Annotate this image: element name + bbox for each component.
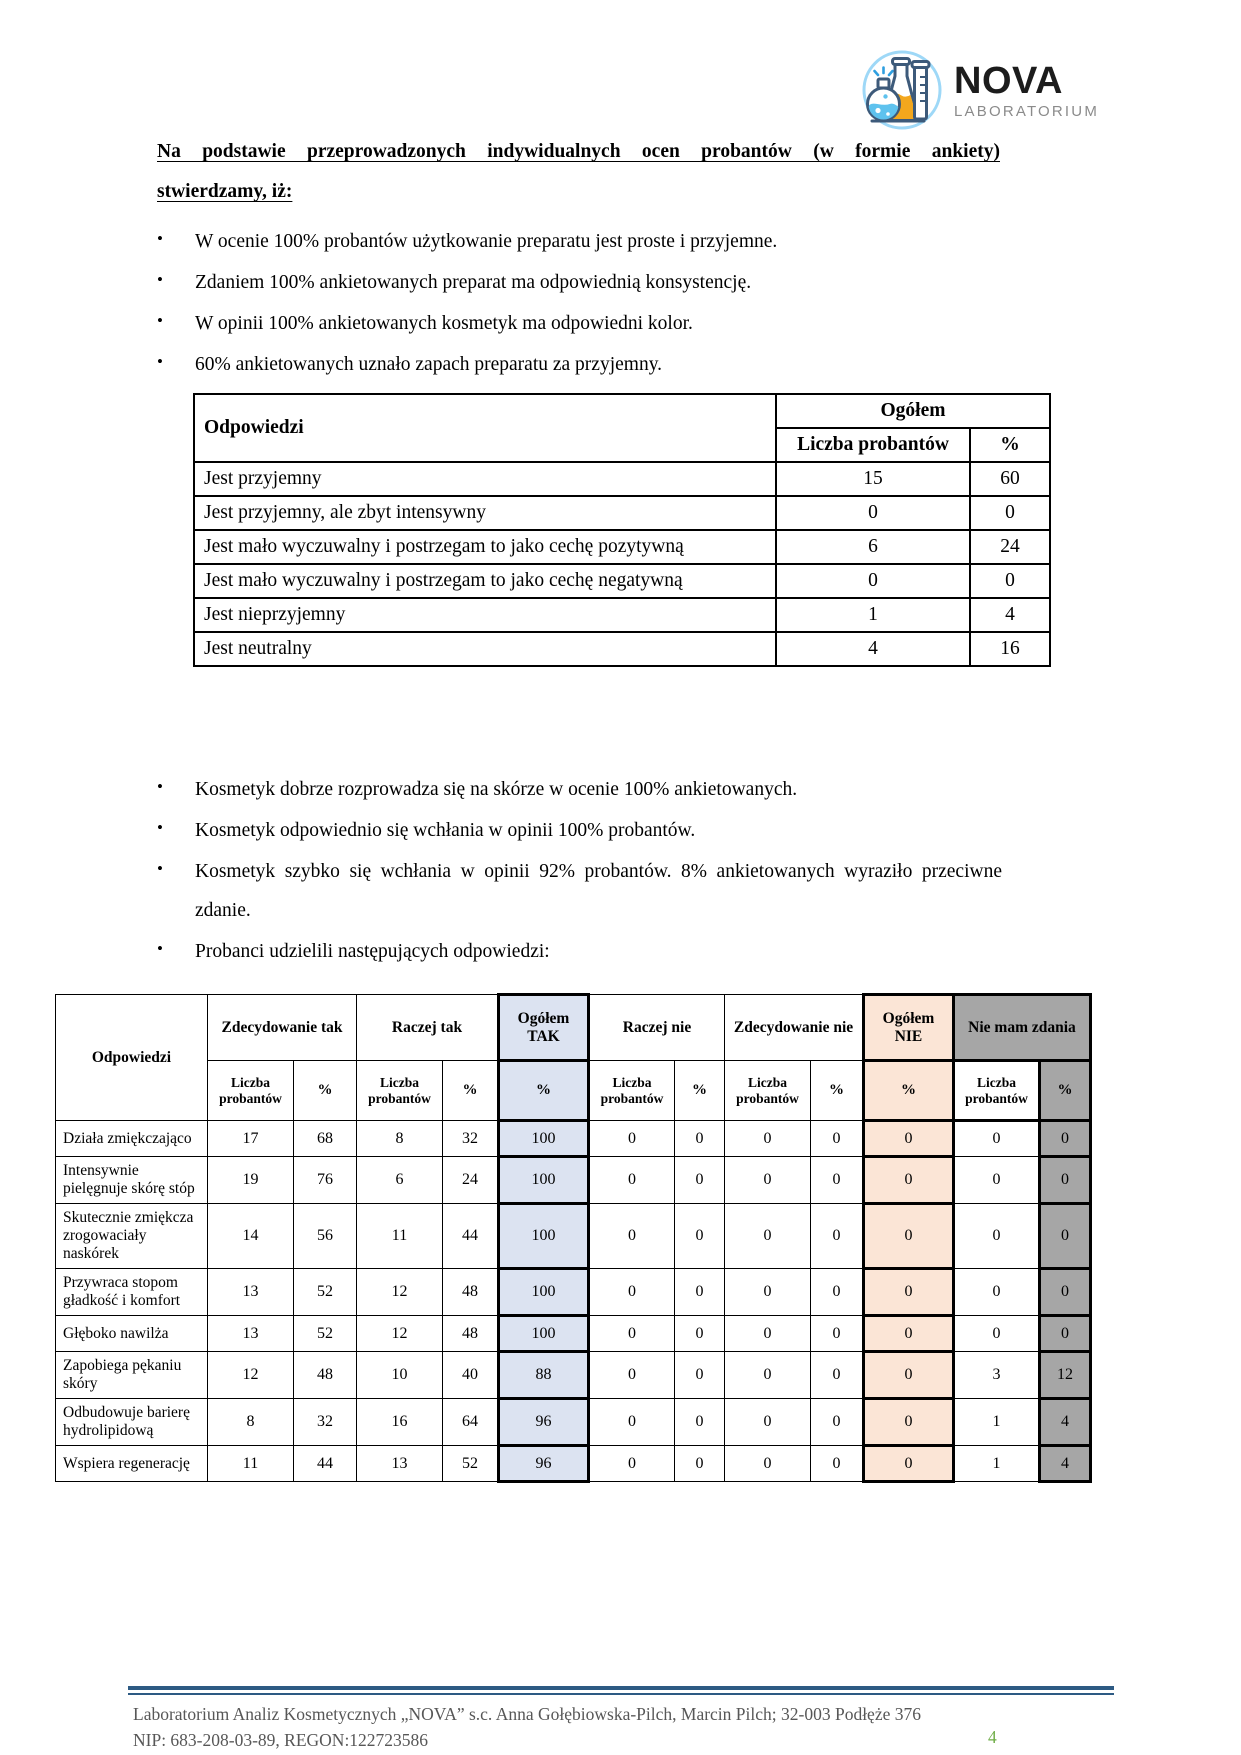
result-value: 0 (725, 1269, 811, 1316)
result-value: 0 (725, 1204, 811, 1269)
answer-value: 0 (970, 496, 1050, 530)
bullet-marker: • (157, 859, 163, 878)
result-value: 56 (294, 1204, 357, 1269)
logo-name: NOVA (954, 59, 1063, 102)
bullet-text: Probanci udzielili następujących odpowiedzi: (195, 941, 550, 962)
result-value: 0 (675, 1399, 725, 1446)
table-row (194, 632, 1050, 666)
result-value: 13 (208, 1269, 294, 1316)
table2-header-answers: Odpowiedzi (56, 995, 208, 1121)
table-row (56, 1121, 1091, 1157)
findings-list-mid (157, 770, 1002, 973)
answer-value: 24 (970, 530, 1050, 564)
result-value: 0 (589, 1399, 675, 1446)
answer-label: Jest mało wyczuwalny i postrzegam to jako cechę negatywną (194, 564, 776, 598)
table-row (56, 1399, 1091, 1446)
result-value: 0 (675, 1121, 725, 1157)
result-value: 0 (811, 1269, 864, 1316)
result-value: 14 (208, 1204, 294, 1269)
result-value: 32 (294, 1399, 357, 1446)
page-number: 4 (988, 1727, 997, 1747)
result-value: 0 (725, 1157, 811, 1204)
bullet-marker: • (157, 311, 163, 330)
result-value: 0 (864, 1157, 954, 1204)
statement-label: Działa zmiękczająco (56, 1121, 208, 1157)
bullet-marker: • (157, 229, 163, 248)
result-value: 0 (864, 1352, 954, 1399)
table1-body (194, 462, 1050, 666)
statement-label: Skutecznie zmiękcza zrogowaciały naskórek (56, 1204, 208, 1269)
result-value: 4 (1040, 1446, 1091, 1482)
result-value: 0 (589, 1204, 675, 1269)
bullet-item (157, 770, 1002, 809)
table2-sub-pct-nmz: % (1040, 1061, 1091, 1121)
statement-label: Głęboko nawilża (56, 1316, 208, 1352)
table-row (194, 598, 1050, 632)
result-value: 0 (675, 1269, 725, 1316)
result-value: 0 (1040, 1316, 1091, 1352)
result-value: 0 (954, 1157, 1040, 1204)
result-value: 13 (357, 1446, 443, 1482)
table2-header-nie-mam-zdania: Nie mam zdania (954, 995, 1091, 1061)
result-value: 0 (954, 1269, 1040, 1316)
answer-value: 16 (970, 632, 1050, 666)
result-value: 0 (954, 1121, 1040, 1157)
bullet-text: Kosmetyk szybko się wchłania w opinii 92% probantów. 8% ankietowanych wyraziło przeciwne zdanie. (195, 861, 1002, 921)
table1-header-answers: Odpowiedzi (194, 394, 776, 462)
result-value: 96 (499, 1399, 589, 1446)
table-row (194, 564, 1050, 598)
bullet-item (157, 345, 1002, 384)
result-value: 40 (443, 1352, 499, 1399)
table-row (194, 462, 1050, 496)
table-row (194, 530, 1050, 564)
bullet-text: W opinii 100% ankietowanych kosmetyk ma odpowiedni kolor. (195, 313, 693, 334)
result-value: 64 (443, 1399, 499, 1446)
result-value: 0 (725, 1352, 811, 1399)
bullet-item (157, 932, 1002, 971)
result-value: 48 (443, 1269, 499, 1316)
result-value: 0 (725, 1121, 811, 1157)
result-value: 0 (589, 1316, 675, 1352)
table2-sub-pct-ogolem-tak: % (499, 1061, 589, 1121)
result-value: 0 (1040, 1204, 1091, 1269)
answer-value: 6 (776, 530, 970, 564)
result-value: 3 (954, 1352, 1040, 1399)
result-value: 0 (675, 1446, 725, 1482)
result-value: 0 (725, 1399, 811, 1446)
result-value: 68 (294, 1121, 357, 1157)
result-value: 0 (864, 1204, 954, 1269)
answer-value: 0 (970, 564, 1050, 598)
bullet-marker: • (157, 939, 163, 958)
result-value: 76 (294, 1157, 357, 1204)
table-row (194, 496, 1050, 530)
result-value: 32 (443, 1121, 499, 1157)
table2-sub-count: Liczba probantów (208, 1061, 294, 1121)
answer-value: 0 (776, 564, 970, 598)
table2-sub-pct: % (675, 1061, 725, 1121)
result-value: 52 (294, 1316, 357, 1352)
result-value: 1 (954, 1446, 1040, 1482)
result-value: 0 (864, 1269, 954, 1316)
statement-label: Przywraca stopom gładkość i komfort (56, 1269, 208, 1316)
result-value: 24 (443, 1157, 499, 1204)
table2-header-raczej-tak: Raczej tak (357, 995, 499, 1061)
result-value: 0 (864, 1446, 954, 1482)
answer-value: 15 (776, 462, 970, 496)
answer-value: 4 (970, 598, 1050, 632)
result-value: 4 (1040, 1399, 1091, 1446)
table2-sub-pct-ogolem-nie: % (864, 1061, 954, 1121)
result-value: 0 (864, 1316, 954, 1352)
table2-body (56, 1121, 1091, 1482)
result-value: 88 (499, 1352, 589, 1399)
bullet-item (157, 263, 1002, 302)
result-value: 1 (954, 1399, 1040, 1446)
result-value: 16 (357, 1399, 443, 1446)
answer-label: Jest mało wyczuwalny i postrzegam to jako cechę pozytywną (194, 530, 776, 564)
bullet-item (157, 811, 1002, 850)
result-value: 10 (357, 1352, 443, 1399)
result-value: 44 (294, 1446, 357, 1482)
result-value: 0 (675, 1157, 725, 1204)
result-value: 44 (443, 1204, 499, 1269)
result-value: 0 (811, 1399, 864, 1446)
result-value: 17 (208, 1121, 294, 1157)
table-row (56, 1204, 1091, 1269)
table1-header-pct: % (970, 428, 1050, 462)
table-row (56, 1316, 1091, 1352)
bullet-text: Kosmetyk odpowiednio się wchłania w opinii 100% probantów. (195, 820, 696, 841)
bullet-item (157, 222, 1002, 261)
answer-value: 0 (776, 496, 970, 530)
table2-header-zdecydowanie-nie: Zdecydowanie nie (725, 995, 864, 1061)
table2-sub-pct: % (443, 1061, 499, 1121)
result-value: 0 (811, 1316, 864, 1352)
table-row (56, 1352, 1091, 1399)
result-value: 11 (208, 1446, 294, 1482)
table-row (56, 1446, 1091, 1482)
answer-label: Jest nieprzyjemny (194, 598, 776, 632)
result-value: 12 (357, 1316, 443, 1352)
answer-value: 4 (776, 632, 970, 666)
answer-label: Jest przyjemny, ale zbyt intensywny (194, 496, 776, 530)
result-value: 0 (675, 1352, 725, 1399)
result-value: 52 (443, 1446, 499, 1482)
answer-value: 1 (776, 598, 970, 632)
result-value: 0 (1040, 1121, 1091, 1157)
result-value: 0 (725, 1316, 811, 1352)
table2-sub-pct: % (811, 1061, 864, 1121)
statement-label: Wspiera regenerację (56, 1446, 208, 1482)
bullet-text: W ocenie 100% probantów użytkowanie preparatu jest proste i przyjemne. (195, 231, 778, 252)
result-value: 0 (725, 1446, 811, 1482)
result-value: 13 (208, 1316, 294, 1352)
result-value: 0 (811, 1204, 864, 1269)
table1-header-total: Ogółem (776, 394, 1050, 428)
bullet-item (157, 304, 1002, 343)
bullet-text: Kosmetyk dobrze rozprowadza się na skórze w ocenie 100% ankietowanych. (195, 779, 798, 800)
lab-flasks-icon (858, 44, 946, 137)
result-value: 19 (208, 1157, 294, 1204)
result-value: 48 (294, 1352, 357, 1399)
result-value: 0 (811, 1446, 864, 1482)
result-value: 0 (675, 1316, 725, 1352)
result-value: 0 (1040, 1269, 1091, 1316)
footer-text (133, 1701, 993, 1754)
bullet-marker: • (157, 818, 163, 837)
heading-line-2: stwierdzamy, iż: (157, 180, 293, 202)
answer-value: 60 (970, 462, 1050, 496)
table2-header-ogolem-tak: Ogółem TAK (499, 995, 589, 1061)
table-row (56, 1269, 1091, 1316)
section-heading (157, 132, 1000, 212)
result-value: 100 (499, 1269, 589, 1316)
result-value: 0 (864, 1399, 954, 1446)
result-value: 8 (357, 1121, 443, 1157)
table1-header-count: Liczba probantów (776, 428, 970, 462)
result-value: 0 (589, 1157, 675, 1204)
table2-sub-count: Liczba probantów (357, 1061, 443, 1121)
result-value: 0 (811, 1352, 864, 1399)
result-value: 11 (357, 1204, 443, 1269)
result-value: 0 (675, 1204, 725, 1269)
footer-line-1: Laboratorium Analiz Kosmetycznych „NOVA” s.c. Anna Gołębiowska-Pilch, Marcin Pilch; 32-003 Podłęże 376 (133, 1704, 921, 1724)
table2-sub-pct: % (294, 1061, 357, 1121)
bullet-marker: • (157, 777, 163, 796)
bullet-marker: • (157, 352, 163, 371)
scent-results-table (193, 393, 1051, 667)
result-value: 52 (294, 1269, 357, 1316)
survey-results-table (55, 993, 1092, 1483)
result-value: 6 (357, 1157, 443, 1204)
answer-label: Jest neutralny (194, 632, 776, 666)
heading-line-1: Na podstawie przeprowadzonych indywidualnych ocen probantów (w formie ankiety) (157, 141, 1000, 162)
table2-sub-count: Liczba probantów (725, 1061, 811, 1121)
result-value: 0 (1040, 1157, 1091, 1204)
result-value: 0 (589, 1352, 675, 1399)
footer-line-2: NIP: 683-208-03-89, REGON:122723586 (133, 1730, 429, 1751)
statement-label: Odbudowuje barierę hydrolipidową (56, 1399, 208, 1446)
findings-list-top (157, 222, 1002, 386)
statement-label: Intensywnie pielęgnuje skórę stóp (56, 1157, 208, 1204)
bullet-text: Zdaniem 100% ankietowanych preparat ma odpowiednią konsystencję. (195, 272, 752, 293)
bullet-item (157, 852, 1002, 930)
company-logo (858, 44, 1099, 137)
result-value: 12 (1040, 1352, 1091, 1399)
statement-label: Zapobiega pękaniu skóry (56, 1352, 208, 1399)
result-value: 0 (589, 1446, 675, 1482)
result-value: 0 (811, 1121, 864, 1157)
table2-header-ogolem-nie: Ogółem NIE (864, 995, 954, 1061)
result-value: 12 (357, 1269, 443, 1316)
result-value: 100 (499, 1204, 589, 1269)
table2-sub-count-nmz: Liczba probantów (954, 1061, 1040, 1121)
result-value: 0 (589, 1269, 675, 1316)
result-value: 100 (499, 1316, 589, 1352)
result-value: 100 (499, 1157, 589, 1204)
result-value: 0 (954, 1204, 1040, 1269)
result-value: 0 (864, 1121, 954, 1157)
bullet-marker: • (157, 270, 163, 289)
bullet-text: 60% ankietowanych uznało zapach preparatu za przyjemny. (195, 354, 663, 375)
answer-label: Jest przyjemny (194, 462, 776, 496)
footer-divider (128, 1686, 1114, 1695)
result-value: 96 (499, 1446, 589, 1482)
result-value: 0 (954, 1316, 1040, 1352)
logo-subtitle: LABORATORIUM (954, 102, 1100, 120)
result-value: 0 (811, 1157, 864, 1204)
table-row (56, 1157, 1091, 1204)
result-value: 12 (208, 1352, 294, 1399)
result-value: 8 (208, 1399, 294, 1446)
table2-header-raczej-nie: Raczej nie (589, 995, 725, 1061)
result-value: 48 (443, 1316, 499, 1352)
result-value: 0 (589, 1121, 675, 1157)
table2-header-zdecydowanie-tak: Zdecydowanie tak (208, 995, 357, 1061)
result-value: 100 (499, 1121, 589, 1157)
table2-sub-count: Liczba probantów (589, 1061, 675, 1121)
